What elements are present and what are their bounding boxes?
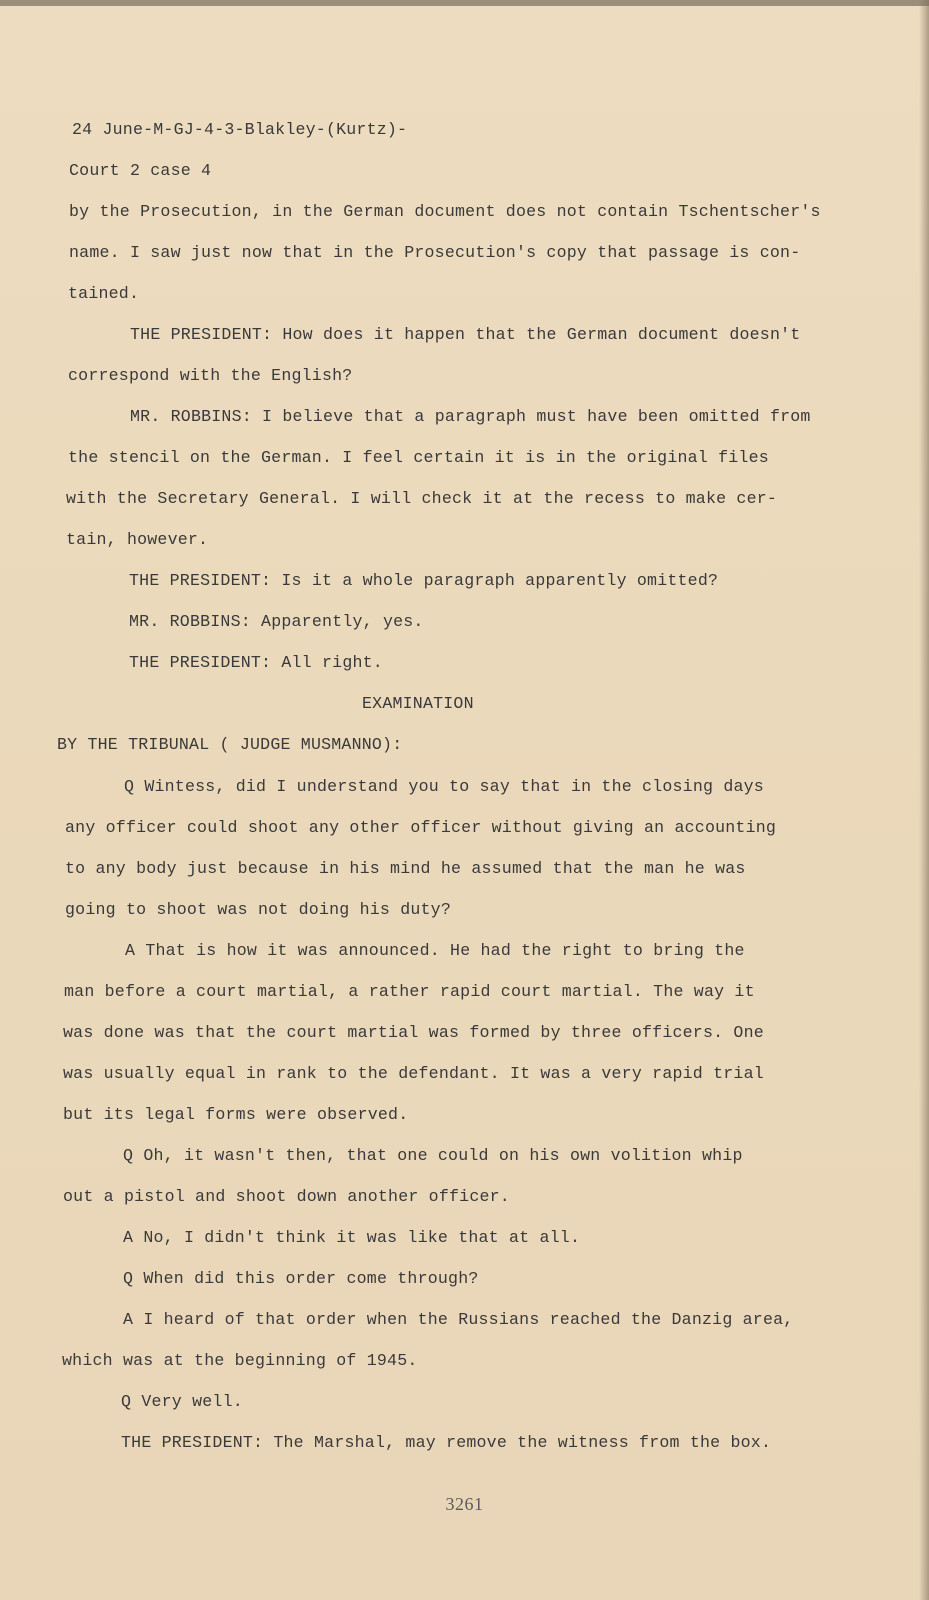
text-line: to any body just because in his mind he assumed that the man he was xyxy=(65,859,746,878)
text-line: A I heard of that order when the Russians reached the Danzig area, xyxy=(123,1310,794,1329)
text-line: THE PRESIDENT: All right. xyxy=(129,653,383,672)
text-line: the stencil on the German. I feel certain it is in the original files xyxy=(68,448,769,467)
text-line: A No, I didn't think it was like that at all. xyxy=(123,1228,581,1247)
text-line: was usually equal in rank to the defendant. It was a very rapid trial xyxy=(63,1064,764,1083)
text-line: with the Secretary General. I will check it at the recess to make cer- xyxy=(66,489,778,508)
section-heading: EXAMINATION xyxy=(362,694,474,713)
text-line: by the Prosecution, in the German document does not contain Tschentscher's xyxy=(69,202,821,221)
text-line: out a pistol and shoot down another officer. xyxy=(63,1187,510,1206)
text-line: MR. ROBBINS: Apparently, yes. xyxy=(129,612,424,631)
text-line: was done was that the court martial was formed by three officers. One xyxy=(63,1023,764,1042)
text-line: going to shoot was not doing his duty? xyxy=(65,900,451,919)
text-line: THE PRESIDENT: The Marshal, may remove the witness from the box. xyxy=(121,1433,772,1452)
text-line: THE PRESIDENT: Is it a whole paragraph apparently omitted? xyxy=(129,571,719,590)
text-line: tained. xyxy=(68,284,140,303)
text-line: A That is how it was announced. He had the right to bring the xyxy=(125,941,745,960)
text-line: correspond with the English? xyxy=(68,366,353,385)
scan-edge-right xyxy=(919,0,929,1600)
text-line: tain, however. xyxy=(66,530,209,549)
text-line: MR. ROBBINS: I believe that a paragraph must have been omitted from xyxy=(130,407,811,426)
text-line: Q Oh, it wasn't then, that one could on his own volition whip xyxy=(123,1146,743,1165)
text-line: any officer could shoot any other officer without giving an accounting xyxy=(65,818,777,837)
header-line-2: Court 2 case 4 xyxy=(69,161,212,180)
page-number: 3261 xyxy=(445,1494,484,1514)
text-line: man before a court martial, a rather rapid court martial. The way it xyxy=(64,982,755,1001)
header-line-1: 24 June-M-GJ-4-3-Blakley-(Kurtz)- xyxy=(72,120,408,139)
text-line: but its legal forms were observed. xyxy=(63,1105,409,1124)
text-line: Q When did this order come through? xyxy=(123,1269,479,1288)
text-line: BY THE TRIBUNAL ( JUDGE MUSMANNO): xyxy=(57,735,403,754)
scan-edge-top xyxy=(0,0,929,6)
text-line: which was at the beginning of 1945. xyxy=(62,1351,418,1370)
text-line: Q Very well. xyxy=(121,1392,243,1411)
text-line: Q Wintess, did I understand you to say that in the closing days xyxy=(124,777,764,796)
text-line: name. I saw just now that in the Prosecution's copy that passage is con- xyxy=(69,243,801,262)
text-line: THE PRESIDENT: How does it happen that the German document doesn't xyxy=(130,325,801,344)
